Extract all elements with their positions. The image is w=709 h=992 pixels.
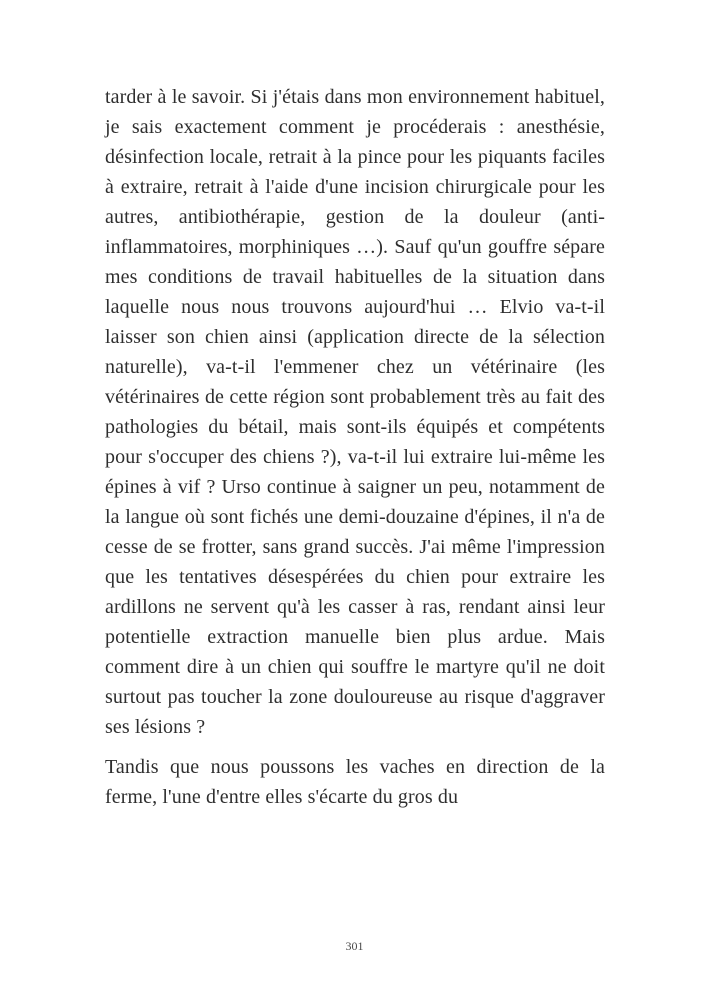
page-number: 301 xyxy=(345,939,364,953)
paragraph: tarder à le savoir. Si j'étais dans mon environnement habituel, je sais exactement comment je procéderais : anesthésie, désinfection locale, retrait à la pince pour les piquants faciles à extraire, retrait à l'aide d'une incision chirurgicale pour les autres, antibiothérapie, gestion de la douleur (anti-inflammatoires, morphiniques …). Sauf qu'un gouffre sépare mes conditions de travail habituelles de la situation dans laquelle nous nous trouvons aujourd'hui … Elvio va-t-il laisser son chien ainsi (application directe de la sélection naturelle), va-t-il l'emmener chez un vétérinaire (les vétérinaires de cette région sont probablement très au fait des pathologies du bétail, mais sont-ils équipés et compétents pour s'occuper des chiens ?), va-t-il lui extraire lui-même les épines à vif ? Urso continue à saigner un peu, notamment de la langue où sont fichés une demi-douzaine d'épines, il n'a de cesse de se frotter, sans grand succès. J'ai même l'impression que les tentatives désespérées du chien pour extraire les ardillons ne servent qu'à les casser à ras, rendant ainsi leur potentielle extraction manuelle bien plus ardue. Mais comment dire à un chien qui souffre le martyre qu'il ne doit surtout pas toucher la zone douloureuse au risque d'aggraver ses lésions ? xyxy=(105,86,605,738)
page-text xyxy=(105,82,605,812)
paragraph: Tandis que nous poussons les vaches en direction de la ferme, l'une d'entre elles s'écarte du gros du xyxy=(105,756,605,808)
